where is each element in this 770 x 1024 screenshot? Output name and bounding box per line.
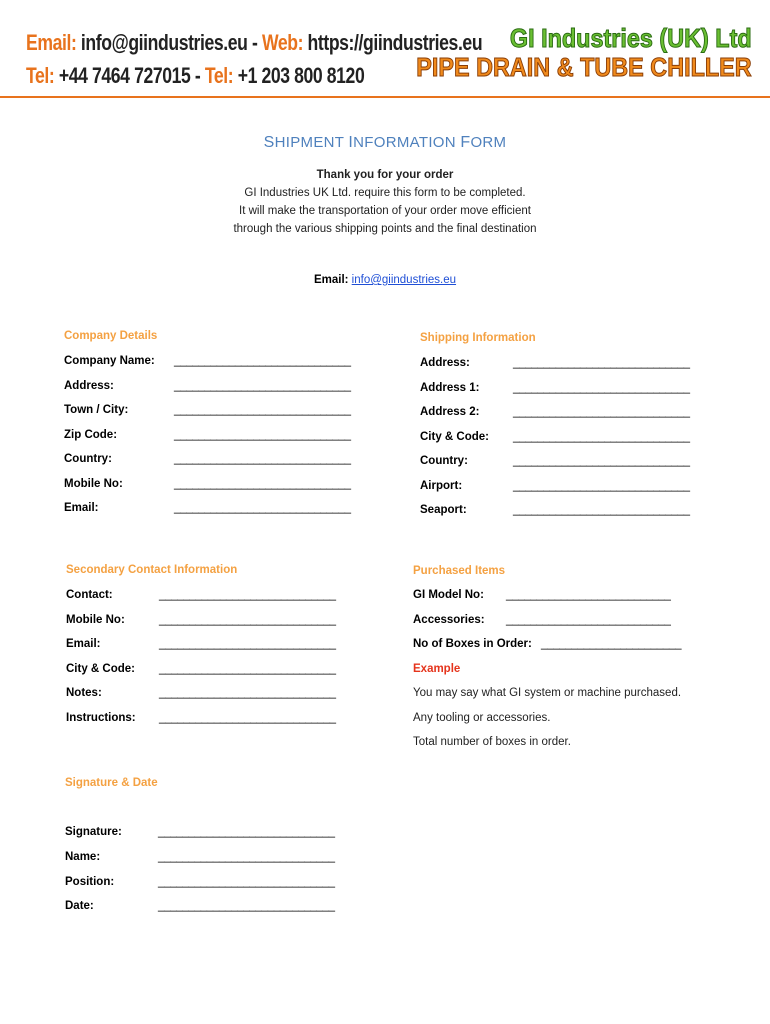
secondary-mobile-no-input[interactable]: _____________________________ <box>159 613 336 626</box>
field-label: Zip Code: <box>64 428 118 441</box>
contact-email: Email: info@giindustries.eu <box>313 274 457 286</box>
field-label: Notes: <box>66 687 102 699</box>
field-label: GI Model No: <box>413 589 484 601</box>
company-zip-code-input[interactable]: _____________________________ <box>174 428 351 441</box>
letterhead <box>0 0 770 98</box>
field-label: Country: <box>420 455 468 467</box>
signature-name-input[interactable]: _____________________________ <box>158 850 335 863</box>
email-web-line: Email: info@giindustries.eu - Web: https://giindustries.eu <box>26 30 483 55</box>
secondary-email-input[interactable]: _____________________________ <box>159 638 336 650</box>
field-label: Contact: <box>66 589 113 601</box>
shipping-airport-input[interactable]: _____________________________ <box>513 479 690 492</box>
field-label: Address: <box>420 357 470 369</box>
field-label: Town / City: <box>64 404 129 416</box>
field-label: Address 1: <box>420 381 480 394</box>
field-label: Mobile No: <box>64 477 123 490</box>
example-note: Total number of boxes in order. <box>413 736 571 748</box>
signature-position-input[interactable]: _____________________________ <box>158 875 335 888</box>
company-email-input[interactable]: _____________________________ <box>174 502 351 514</box>
header-divider <box>0 96 770 98</box>
email-link[interactable]: info@giindustries.eu <box>351 274 457 286</box>
signature-date-heading: Signature & Date <box>65 777 158 789</box>
shipping-address-1-input[interactable]: _____________________________ <box>513 381 690 394</box>
secondary-contact-input[interactable]: _____________________________ <box>159 589 336 601</box>
field-label: Signature: <box>65 826 122 838</box>
intro-line: GI Industries UK Ltd. require this form to be completed. <box>244 187 526 199</box>
boxes-in-order-input[interactable]: _______________________ <box>541 638 682 650</box>
secondary-city-code-input[interactable]: _____________________________ <box>159 662 336 675</box>
shipping-country-input[interactable]: _____________________________ <box>513 455 690 467</box>
example-heading: Example <box>413 663 461 675</box>
intro-line: It will make the transportation of your order move efficient <box>239 205 531 217</box>
field-label: City & Code: <box>420 430 489 443</box>
purchased-accessories-input[interactable]: ___________________________ <box>506 613 671 626</box>
field-label: City & Code: <box>66 662 135 675</box>
shipping-info-heading: Shipping Information <box>420 332 536 344</box>
intro-line: through the various shipping points and the final destination <box>233 223 537 235</box>
signature-date-input[interactable]: _____________________________ <box>158 900 335 913</box>
field-label: Address: <box>64 379 114 392</box>
field-label: Email: <box>66 638 101 650</box>
field-label: Airport: <box>420 479 463 492</box>
field-label: Accessories: <box>413 613 485 626</box>
company-country-input[interactable]: _____________________________ <box>174 453 351 465</box>
company-details-heading: Company Details <box>64 330 158 342</box>
field-label: Name: <box>65 850 101 863</box>
company-company-name-input[interactable]: _____________________________ <box>174 355 351 367</box>
company-town-city-input[interactable]: _____________________________ <box>174 404 351 416</box>
field-label: Address 2: <box>420 406 480 418</box>
shipping-address-2-input[interactable]: _____________________________ <box>513 406 690 418</box>
logo-tagline: PIPE DRAIN & TUBE CHILLER <box>416 52 752 82</box>
field-label: Country: <box>64 453 112 465</box>
form-title: SHIPMENT INFORMATION FORM <box>263 134 507 151</box>
field-label: Instructions: <box>66 711 136 724</box>
field-label: Date: <box>65 900 94 913</box>
purchased-gi-model-no-input[interactable]: ___________________________ <box>506 589 671 601</box>
thank-you-line: Thank you for your order <box>316 169 454 181</box>
field-label: Mobile No: <box>66 613 125 626</box>
example-note: You may say what GI system or machine purchased. <box>413 687 682 699</box>
phone-line: Tel: +44 7464 727015 - Tel: +1 203 800 8120 <box>26 63 365 88</box>
example-note: Any tooling or accessories. <box>413 712 551 724</box>
company-logo <box>379 24 752 82</box>
company-mobile-no-input[interactable]: _____________________________ <box>174 477 351 490</box>
field-label: Position: <box>65 875 115 888</box>
company-address-input[interactable]: _____________________________ <box>174 379 351 392</box>
shipping-address-input[interactable]: _____________________________ <box>513 357 690 369</box>
secondary-instructions-input[interactable]: _____________________________ <box>159 711 336 724</box>
field-label: Seaport: <box>420 504 467 516</box>
purchased-items-heading: Purchased Items <box>413 565 506 577</box>
field-label: Email: <box>64 502 99 514</box>
shipping-seaport-input[interactable]: _____________________________ <box>513 504 690 516</box>
shipping-city-code-input[interactable]: _____________________________ <box>513 430 690 443</box>
intro-text <box>0 166 770 238</box>
field-label: Company Name: <box>64 355 155 367</box>
secondary-contact-heading: Secondary Contact Information <box>66 564 238 576</box>
logo-company-name: GI Industries (UK) Ltd <box>510 23 752 53</box>
signature-signature-input[interactable]: _____________________________ <box>158 826 335 838</box>
secondary-notes-input[interactable]: _____________________________ <box>159 687 336 699</box>
